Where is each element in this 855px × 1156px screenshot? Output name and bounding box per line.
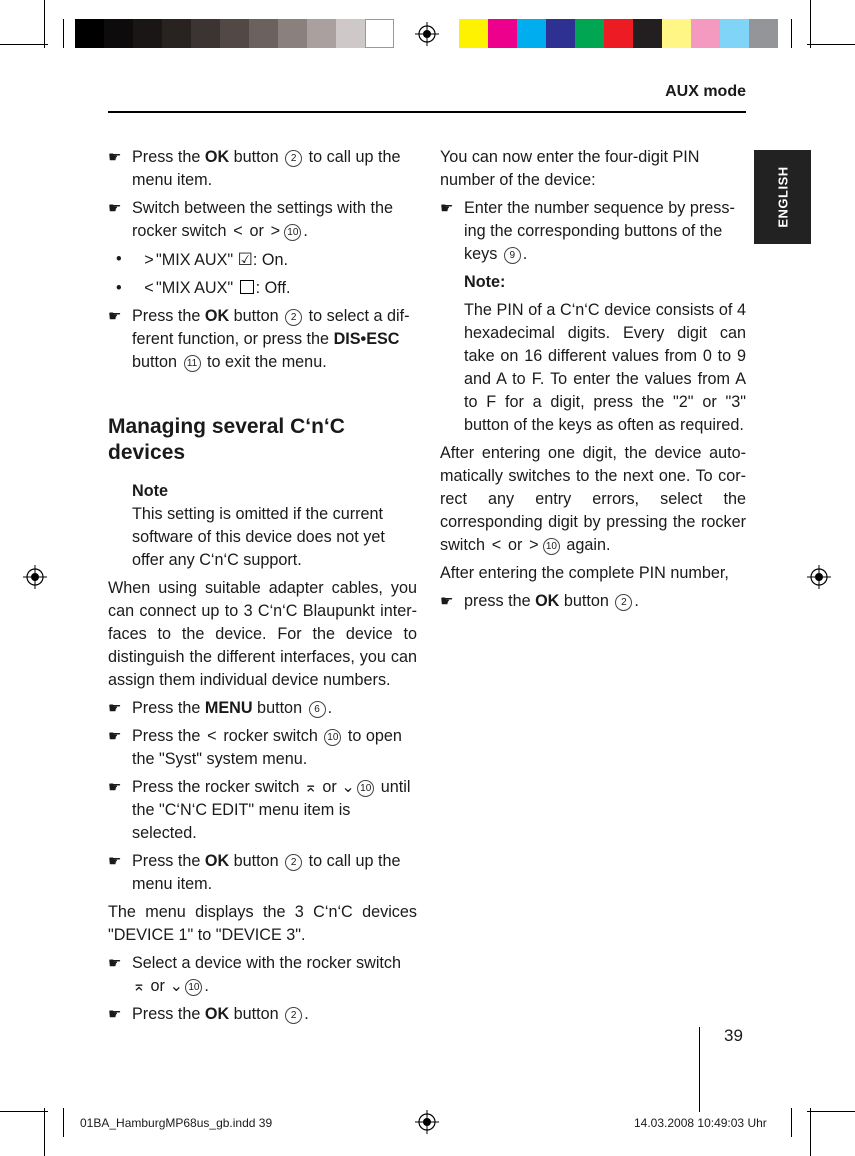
key-number-badge: 11 [184, 355, 201, 372]
section-title: AUX mode [665, 83, 746, 100]
registration-mark-icon [415, 22, 439, 46]
print-timestamp: 14.03.2008 10:49:03 Uhr [634, 1116, 767, 1130]
instruction-item: ☛ Press the OK button 2 . [108, 1003, 417, 1026]
color-swatch [604, 19, 633, 48]
crop-mark [807, 1111, 855, 1112]
color-swatch [278, 19, 307, 48]
color-swatch [191, 19, 220, 48]
registration-mark-icon [807, 565, 831, 589]
body-paragraph: After entering the complete PIN number, [440, 564, 729, 582]
chevron-up-icon: ⌅ [132, 977, 146, 995]
color-swatch [691, 19, 720, 48]
section-heading: Managing several C‘n‘C devices [108, 415, 345, 464]
key-number-badge: 2 [615, 594, 632, 611]
color-swatch [249, 19, 278, 48]
header-divider [108, 111, 746, 113]
color-swatch [336, 19, 365, 48]
color-swatch [220, 19, 249, 48]
body-paragraph: When using suitable adapter cables, you can connect up to 3 C‘n‘C Blaupunkt interfaces to the device. For the device to distinguish the different interfaces, you can assign them individual device numbers. [108, 579, 417, 689]
color-swatch [633, 19, 662, 48]
chevron-right-icon: > [529, 536, 539, 554]
right-column [440, 146, 746, 618]
pointing-hand-icon: ☛ [108, 200, 122, 217]
color-swatch [662, 19, 691, 48]
pointing-hand-icon: ☛ [108, 1006, 122, 1023]
crop-mark [0, 44, 48, 45]
body-paragraph: After entering one digit, the device automatically switches to the next one. To correct any entry errors, select the corresponding digit by pressing the rocker switch < or > 10 again. [440, 442, 746, 557]
pointing-hand-icon: ☛ [440, 200, 454, 217]
color-swatch [365, 19, 394, 48]
key-number-badge: 2 [285, 150, 302, 167]
chevron-up-icon: ⌅ [304, 778, 318, 796]
page-number: 39 [724, 1026, 743, 1045]
language-tab-label: ENGLISH [775, 166, 790, 228]
color-swatch [75, 19, 104, 48]
crop-mark [807, 44, 855, 45]
key-number-badge: 6 [309, 701, 326, 718]
crop-mark [810, 1108, 811, 1156]
crop-mark [63, 19, 64, 48]
color-swatch [307, 19, 336, 48]
crop-mark [63, 1108, 64, 1137]
instruction-item: ☛ Switch between the settings with the rocker switch < or > 10 . [108, 197, 417, 243]
color-swatch [575, 19, 604, 48]
chevron-right-icon: > [144, 251, 154, 269]
crop-mark [791, 1108, 792, 1137]
instruction-item: ☛ Press the rocker switch ⌅ or ⌄ 10 until the "C‘N‘C EDIT" menu item is selected. [108, 778, 411, 842]
chevron-down-icon: ⌄ [169, 977, 184, 995]
checkbox-empty-icon [240, 280, 254, 294]
registration-mark-icon [415, 1110, 439, 1134]
note-label: Note: [464, 273, 506, 291]
crop-mark [44, 1108, 45, 1156]
instruction-item: ☛ Press the OK button 2 to select a different function, or press the DIS•ESC button 11 to exit the menu. [108, 307, 410, 371]
crop-mark [44, 0, 45, 48]
color-swatch [488, 19, 517, 48]
key-number-badge: 2 [285, 854, 302, 871]
color-swatch [546, 19, 575, 48]
pointing-hand-icon: ☛ [108, 728, 122, 745]
sub-item: • > "MIX AUX" ☑: On. [108, 248, 417, 272]
crop-mark [791, 19, 792, 48]
instruction-item: ☛ Press the < rocker switch 10 to open the "Syst" system menu. [108, 727, 402, 768]
pointing-hand-icon: ☛ [108, 955, 122, 972]
color-swatch [517, 19, 546, 48]
file-info: 01BA_HamburgMP68us_gb.indd 39 [80, 1116, 273, 1130]
chevron-left-icon: < [491, 536, 502, 554]
body-paragraph: You can now enter the four-digit PIN number of the device: [440, 148, 700, 189]
body-paragraph: The menu displays the 3 C‘n‘C devices "DEVICE 1" to "DEVICE 3". [108, 903, 417, 944]
note-text: The PIN of a C‘n‘C device consists of 4 hexadecimal digits. Every digit can take on 16 different values from 0 to 9 and A to F. To enter the values from A to F for a digit, press the "2" or "3" button of the keys as often as required. [464, 301, 746, 434]
crop-mark [810, 0, 811, 48]
footer-divider [699, 1027, 700, 1112]
key-number-badge: 10 [324, 729, 341, 746]
color-swatch [133, 19, 162, 48]
chevron-left-icon: < [144, 279, 154, 297]
color-swatch [162, 19, 191, 48]
color-swatch [749, 19, 778, 48]
sub-item: • < "MIX AUX" : Off. [108, 277, 417, 300]
instruction-item: ☛ Select a device with the rocker switch ⌅ or ⌄ 10 . [108, 952, 417, 998]
color-swatch [459, 19, 488, 48]
chevron-left-icon: < [233, 222, 243, 240]
chevron-left-icon: < [207, 727, 217, 745]
instruction-item: ☛ press the OK button 2 . [440, 590, 746, 613]
pointing-hand-icon: ☛ [108, 700, 122, 717]
instruction-item: ☛ Press the OK button 2 to call up the menu item. [108, 148, 401, 189]
pointing-hand-icon: ☛ [108, 308, 122, 325]
bullet-dot-icon: • [116, 250, 122, 268]
key-number-badge: 10 [357, 780, 374, 797]
language-tab [754, 150, 811, 244]
key-number-badge: 10 [284, 224, 301, 241]
registration-mark-icon [23, 565, 47, 589]
instruction-item: ☛ Press the OK button 2 to call up the menu item. [108, 852, 401, 893]
key-number-badge: 9 [504, 247, 521, 264]
pointing-hand-icon: ☛ [108, 779, 122, 796]
chevron-down-icon: ⌄ [341, 778, 355, 796]
note-label: Note [132, 482, 168, 500]
pointing-hand-icon: ☛ [440, 593, 454, 610]
key-number-badge: 2 [285, 1007, 302, 1024]
color-swatch [104, 19, 133, 48]
pointing-hand-icon: ☛ [108, 853, 122, 870]
note-text: This setting is omitted if the current software of this device does not yet offer any C‘n‘C support. [132, 505, 385, 569]
color-swatch [720, 19, 749, 48]
key-number-badge: 10 [543, 538, 560, 555]
instruction-item: ☛ Press the MENU button 6 . [108, 697, 417, 720]
pointing-hand-icon: ☛ [108, 149, 122, 166]
chevron-right-icon: > [270, 222, 281, 240]
bullet-dot-icon: • [116, 279, 122, 297]
key-number-badge: 10 [185, 979, 202, 996]
key-number-badge: 2 [285, 309, 302, 326]
checkbox-checked-icon: ☑ [237, 250, 253, 269]
left-column [108, 146, 417, 1031]
crop-mark [0, 1111, 48, 1112]
instruction-item: ☛ Enter the number sequence by pressing the corresponding buttons of the keys 9 . [440, 199, 735, 263]
